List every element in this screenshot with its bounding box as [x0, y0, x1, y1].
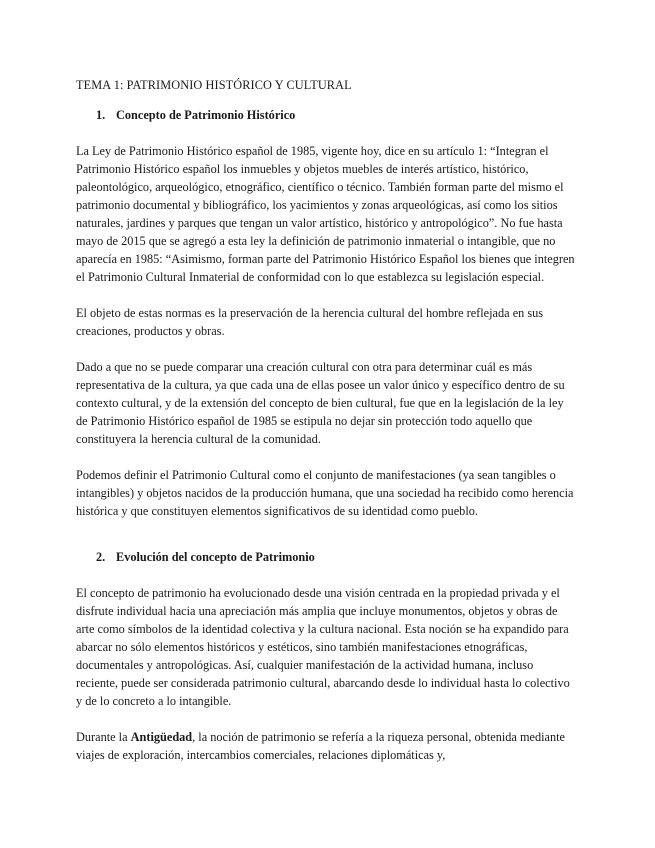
paragraph: Podemos definir el Patrimonio Cultural como el conjunto de manifestaciones (ya sean tangibles o intangibles) y objetos nacidos de la producción humana, que una sociedad ha recibido como herencia histórica y que constituyen elementos significativos de su identidad como pueblo.: [76, 468, 574, 518]
section-spacer: [76, 538, 578, 548]
document-page: [76, 76, 578, 782]
section-1-heading: [96, 106, 578, 124]
section-1-number: 1.: [96, 108, 106, 122]
paragraph-text: Durante la: [76, 730, 131, 744]
paragraph: [76, 728, 578, 764]
section-1-title: Concepto de Patrimonio Histórico: [116, 108, 296, 122]
section-2-title: Evolución del concepto de Patrimonio: [116, 550, 315, 564]
paragraph: El concepto de patrimonio ha evolucionado desde una visión centrada en la propiedad privada y el disfrute individual hacia una apreciación más amplia que incluye monumentos, objetos y obras de arte como símbolos de la identidad colectiva y la cultura nacional. Esta noción se ha expandido para abarcar no sólo elementos históricos y estéticos, sino también manifestaciones etnográficas, documentales y antropológicas. Así, cualquier manifestación de la actividad humana, incluso reciente, puede ser considerada patrimonio cultural, abarcando desde lo individual hasta lo colectivo y de lo concreto a lo intangible.: [76, 586, 570, 708]
document-title: TEMA 1: PATRIMONIO HISTÓRICO Y CULTURAL: [76, 78, 352, 92]
paragraph-text: , la noción de patrimonio se refería a la riqueza personal, obtenida mediante viajes de exploración, intercambios comerciales, relaciones diplomáticas y,: [76, 730, 566, 762]
paragraph: El objeto de estas normas es la preservación de la herencia cultural del hombre reflejada en sus creaciones, productos y obras.: [76, 306, 544, 338]
section-2-number: 2.: [96, 550, 106, 564]
paragraph: Dado a que no se puede comparar una creación cultural con otra para determinar cuál es más representativa de la cultura, ya que cada una de ellas posee un valor único y específico dentro de su contexto cultural, y de la extensión del concepto de bien cultural, fue que en la legislación de la ley de Patrimonio Histórico español de 1985 se estipula no dejar sin protección todo aquello que constituyera la herencia cultural de la comunidad.: [76, 360, 565, 446]
paragraph: La Ley de Patrimonio Histórico español de 1985, vigente hoy, dice en su artículo 1: “Integran el Patrimonio Histórico español los inmuebles y objetos muebles de interés artístico, histórico, paleontológico, arqueológico, etnográfico, científico o técnico. También forman parte del mismo el patrimonio documental y bibliográfico, los yacimientos y zonas arqueológicas, así como los sitios naturales, jardines y parques que tengan un valor artístico, histórico y antropológico”. No fue hasta mayo de 2015 que se agregó a esta ley la definición de patrimonio inmaterial o intangible, que no aparecía en 1985: “Asimismo, forman parte del Patrimonio Histórico Español los bienes que integren el Patrimonio Cultural Inmaterial de conformidad con lo que establezca su legislación especial.: [76, 144, 575, 284]
section-2-heading: [96, 548, 578, 566]
emphasized-term: Antigüedad: [130, 730, 193, 744]
